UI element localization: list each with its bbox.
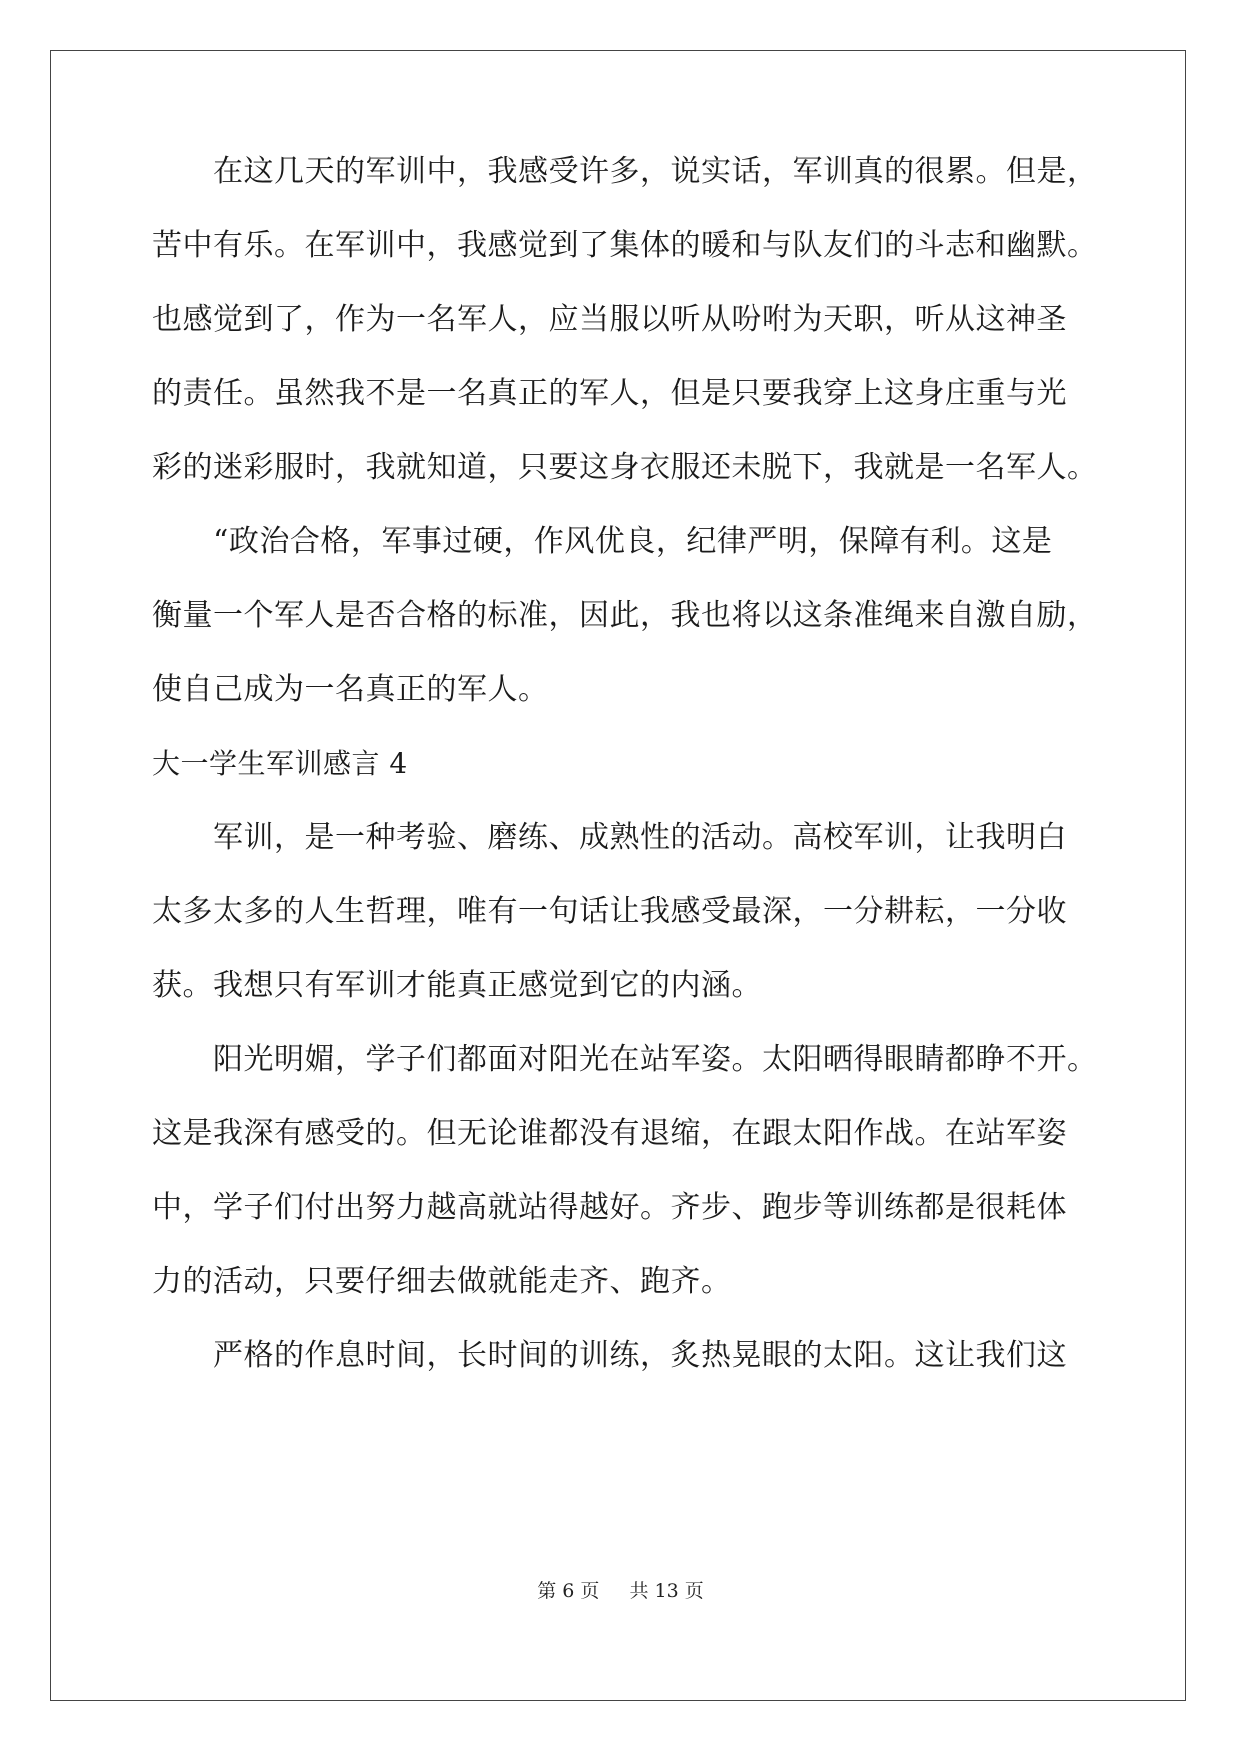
paragraph-line: 阳光明媚，学子们都面对阳光在站军姿。太阳晒得眼睛都睁不开。 <box>213 1042 1098 1077</box>
paragraph-line: 使自己成为一名真正的军人。 <box>152 672 549 707</box>
paragraph-line: 也感觉到了，作为一名军人，应当服以听从吩咐为天职，听从这神圣 <box>152 302 1067 337</box>
page-border <box>50 50 1186 1701</box>
paragraph-line: 严格的作息时间，长时间的训练，炙热晃眼的太阳。这让我们这 <box>213 1338 1067 1373</box>
paragraph-line: 的责任。虽然我不是一名真正的军人，但是只要我穿上这身庄重与光 <box>152 376 1067 411</box>
total-pages: 共 13 页 <box>629 1580 704 1602</box>
paragraph-line: 这是我深有感受的。但无论谁都没有退缩，在跟太阳作战。在站军姿 <box>152 1116 1067 1151</box>
section-heading: 大一学生军训感言 4 <box>152 747 408 780</box>
page-number: 第 6 页 <box>537 1580 600 1602</box>
paragraph-line: 军训，是一种考验、磨练、成熟性的活动。高校军训，让我明白 <box>213 820 1067 855</box>
paragraph-line: 太多太多的人生哲理，唯有一句话让我感受最深，一分耕耘，一分收 <box>152 894 1067 929</box>
paragraph-line: 苦中有乐。在军训中，我感觉到了集体的暖和与队友们的斗志和幽默。 <box>152 228 1098 263</box>
paragraph-line: 衡量一个军人是否合格的标准，因此，我也将以这条准绳来自激自励， <box>152 598 1098 633</box>
paragraph-line: 彩的迷彩服时，我就知道，只要这身衣服还未脱下，我就是一名军人。 <box>152 450 1098 485</box>
paragraph-line: 获。我想只有军训才能真正感觉到它的内涵。 <box>152 968 762 1003</box>
paragraph-line: “政治合格，军事过硬，作风优良，纪律严明，保障有利。这是 <box>213 524 1053 559</box>
paragraph-line: 力的活动，只要仔细去做就能走齐、跑齐。 <box>152 1264 732 1299</box>
paragraph-line: 在这几天的军训中，我感受许多，说实话，军训真的很累。但是， <box>213 154 1098 189</box>
page-footer <box>0 1578 1241 1604</box>
paragraph-line: 中，学子们付出努力越高就站得越好。齐步、跑步等训练都是很耗体 <box>152 1190 1067 1225</box>
